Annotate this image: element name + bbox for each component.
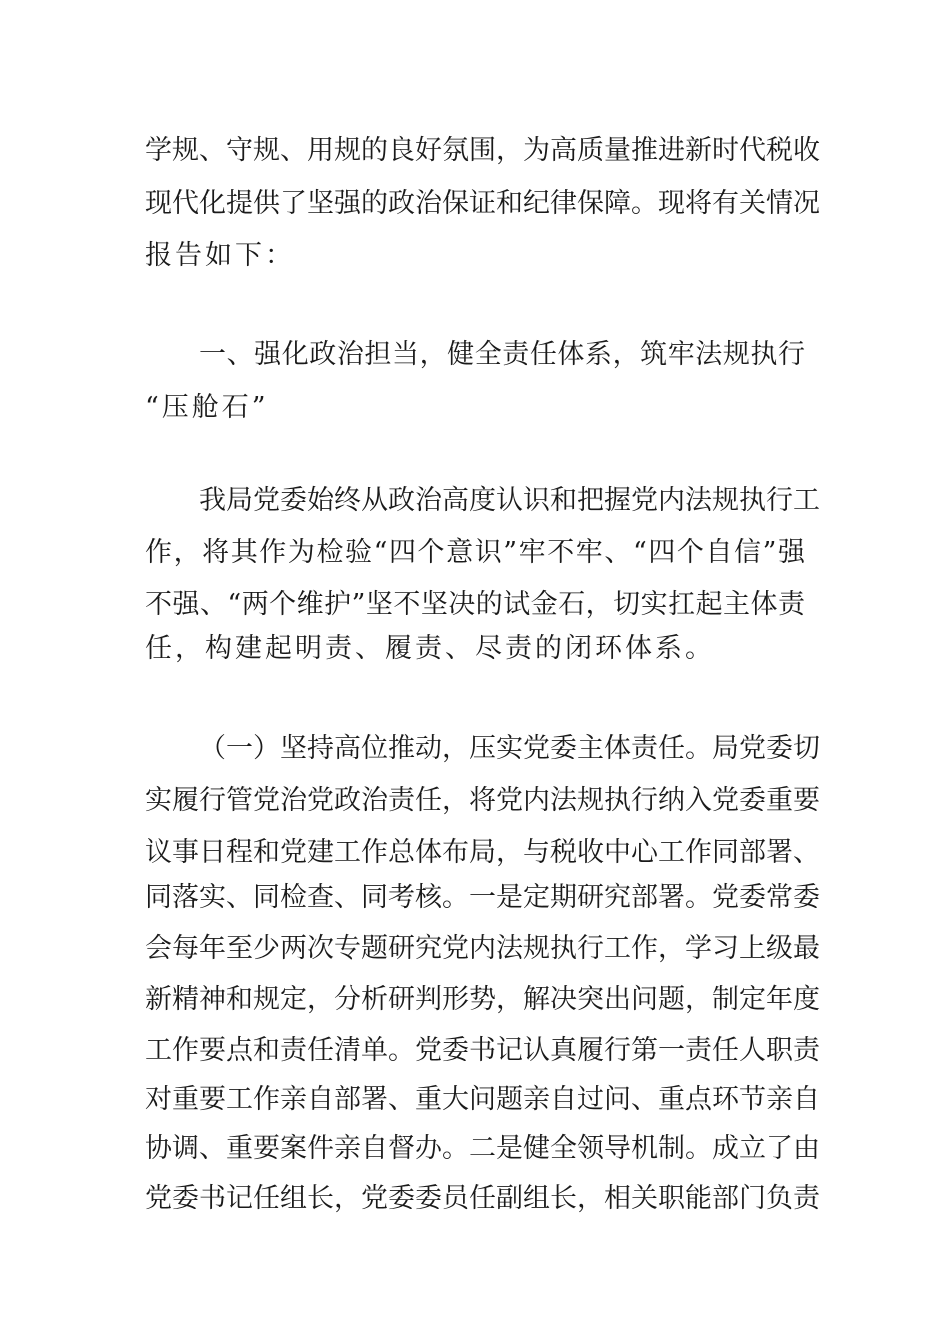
section-heading-line-1: 一、强化政治担当，健全责任体系，筑牢法规执行 [199, 339, 805, 370]
paragraph-2-line-6: 新精神和规定，分析研判形势，解决突出问题，制定年度 [145, 984, 820, 1015]
intro-line-1: 学规、守规、用规的良好氛围，为高质量推进新时代税收 [145, 135, 820, 166]
paragraph-1-line-1: 我局党委始终从政治高度认识和把握党内法规执行工 [199, 485, 820, 516]
paragraph-2-line-4: 同落实、同检查、同考核。一是定期研究部署。党委常委 [145, 882, 820, 913]
paragraph-2-line-2: 实履行管党治党政治责任，将党内法规执行纳入党委重要 [145, 785, 820, 816]
intro-line-3: 报告如下： [145, 240, 295, 271]
paragraph-2-line-5: 会每年至少两次专题研究党内法规执行工作，学习上级最 [145, 933, 820, 964]
paragraph-2-line-3: 议事日程和党建工作总体布局，与税收中心工作同部署、 [145, 837, 820, 868]
paragraph-2-line-1: （一）坚持高位推动，压实党委主体责任。局党委切 [199, 733, 820, 764]
paragraph-1-line-4: 任，构建起明责、履责、尽责的闭环体系。 [145, 633, 715, 664]
section-heading-line-2: “压舱石” [145, 392, 269, 423]
paragraph-2-line-7: 工作要点和责任清单。党委书记认真履行第一责任人职责 [145, 1035, 820, 1066]
intro-line-2: 现代化提供了坚强的政治保证和纪律保障。现将有关情况 [145, 188, 820, 219]
paragraph-2-line-10: 党委书记任组长，党委委员任副组长，相关职能部门负责 [145, 1183, 820, 1214]
paragraph-2-line-9: 协调、重要案件亲自督办。二是健全领导机制。成立了由 [145, 1133, 820, 1164]
paragraph-1-line-2: 作，将其作为检验“四个意识”牢不牢、“四个自信”强 [145, 537, 805, 568]
paragraph-1-line-3: 不强、“两个维护”坚不坚决的试金石，切实扛起主体责 [145, 589, 805, 620]
paragraph-2-line-8: 对重要工作亲自部署、重大问题亲自过问、重点环节亲自 [145, 1084, 820, 1115]
